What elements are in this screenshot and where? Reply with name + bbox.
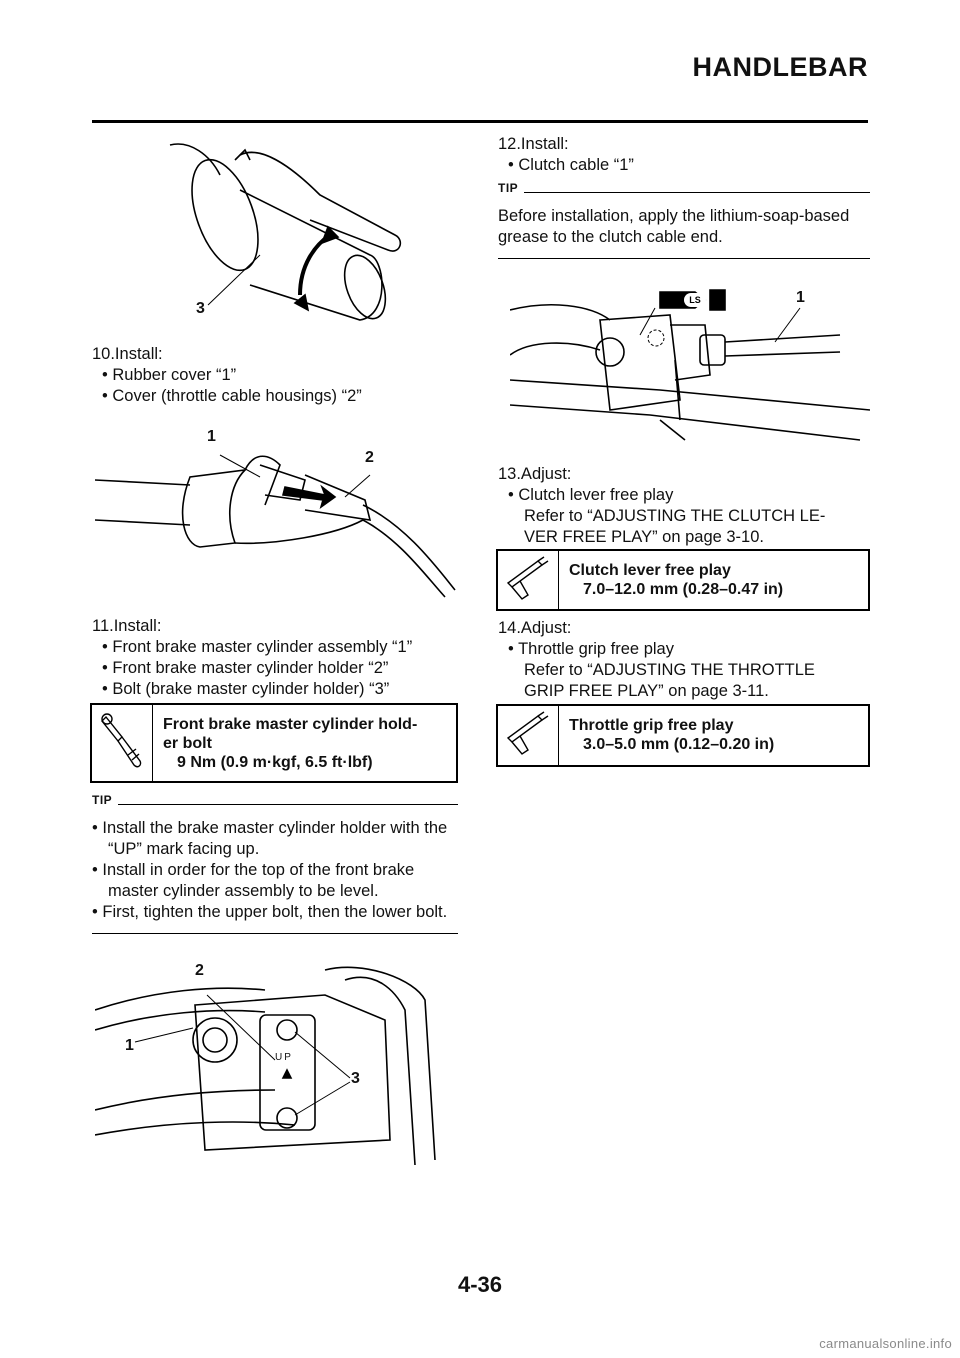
torque-spec-text (153, 705, 427, 781)
step-14-reference: Refer to “ADJUSTING THE THROTTLE (524, 661, 815, 679)
tip-rule (118, 804, 458, 805)
step-10-heading: 10.Install: (92, 345, 163, 363)
tip-header (92, 794, 458, 806)
callout-3: 3 (351, 1070, 360, 1087)
caliper-icon (498, 551, 559, 609)
step-14 (498, 618, 870, 702)
step-12-heading: 12.Install: (498, 135, 569, 153)
tip-item: • First, tighten the upper bolt, then the lower bolt. (92, 903, 448, 921)
torque-spec-box (90, 703, 458, 783)
step-11-heading: 11.Install: (92, 617, 162, 635)
tip-header (498, 182, 870, 194)
step-14-heading: 14.Adjust: (498, 619, 572, 637)
throttle-grip-illustration (150, 135, 420, 335)
step-10 (92, 344, 458, 407)
step-13-reference: Refer to “ADJUSTING THE CLUTCH LE- (524, 507, 826, 525)
tip-item: • Install the brake master cylinder holder with the “UP” mark facing up. (92, 819, 448, 858)
step-13-heading: 13.Adjust: (498, 465, 572, 483)
header-rule (92, 120, 868, 123)
throttle-spec-title: Throttle grip free play (569, 717, 734, 734)
torque-wrench-icon (92, 705, 153, 781)
step-13-reference: VER FREE PLAY” on page 3-10. (524, 528, 764, 546)
tip-box-left (92, 794, 458, 934)
step-11 (92, 616, 458, 700)
tip-body (92, 818, 458, 923)
callout-2: 2 (365, 449, 374, 466)
tip-body: Before installation, apply the lithium-soap-based grease to the clutch cable end. (498, 207, 850, 246)
callout-1: 1 (207, 428, 216, 445)
torque-spec-title: er bolt (163, 735, 212, 752)
callout-2: 2 (195, 962, 204, 979)
ls-grease-badge: LS (684, 293, 706, 307)
tip-item: • Install in order for the top of the front brake master cylinder assembly to be level. (92, 861, 415, 900)
callout-3: 3 (196, 300, 205, 317)
footer-watermark[interactable]: carmanualsonline.info (819, 1336, 952, 1351)
page-number: 4-36 (457, 1272, 503, 1297)
throttle-free-play-spec-box (496, 704, 870, 767)
rubber-cover-illustration (95, 425, 460, 600)
clutch-spec-value: 7.0–12.0 mm (0.28–0.47 in) (583, 581, 784, 598)
throttle-spec-text (559, 706, 784, 765)
step-10-bullet: • Cover (throttle cable housings) “2” (102, 387, 362, 405)
clutch-free-play-spec-box (496, 549, 870, 611)
clutch-cable-illustration (510, 280, 870, 445)
callout-1: 1 (125, 1037, 134, 1054)
step-11-bullet: • Front brake master cylinder holder “2” (102, 659, 389, 677)
callout-1: 1 (796, 289, 805, 306)
tip-label: TIP (498, 181, 519, 195)
step-11-bullet: • Front brake master cylinder assembly “1” (102, 638, 413, 656)
tip-rule (524, 192, 870, 193)
page-title: HANDLEBAR (692, 52, 868, 82)
step-13 (498, 464, 870, 548)
step-12 (498, 134, 870, 176)
clutch-spec-text (559, 551, 793, 609)
step-11-bullet: • Bolt (brake master cylinder holder) “3” (102, 680, 390, 698)
tip-box-right (498, 182, 870, 259)
step-13-bullet: • Clutch lever free play (508, 486, 674, 504)
torque-spec-title: Front brake master cylinder hold- (163, 716, 418, 733)
step-14-bullet: • Throttle grip free play (508, 640, 674, 658)
tip-end-rule (498, 258, 870, 259)
clutch-spec-title: Clutch lever free play (569, 562, 731, 579)
torque-spec-value: 9 Nm (0.9 m·kgf, 6.5 ft·lbf) (177, 754, 373, 771)
caliper-icon (498, 706, 559, 765)
tip-label: TIP (92, 793, 113, 807)
master-cylinder-illustration (95, 960, 465, 1170)
tip-end-rule (92, 933, 458, 934)
step-10-bullet: • Rubber cover “1” (102, 366, 237, 384)
throttle-spec-value: 3.0–5.0 mm (0.12–0.20 in) (583, 736, 775, 753)
step-12-bullet: • Clutch cable “1” (508, 156, 634, 174)
up-mark: UP (275, 1052, 293, 1063)
step-14-reference: GRIP FREE PLAY” on page 3-11. (524, 682, 769, 700)
